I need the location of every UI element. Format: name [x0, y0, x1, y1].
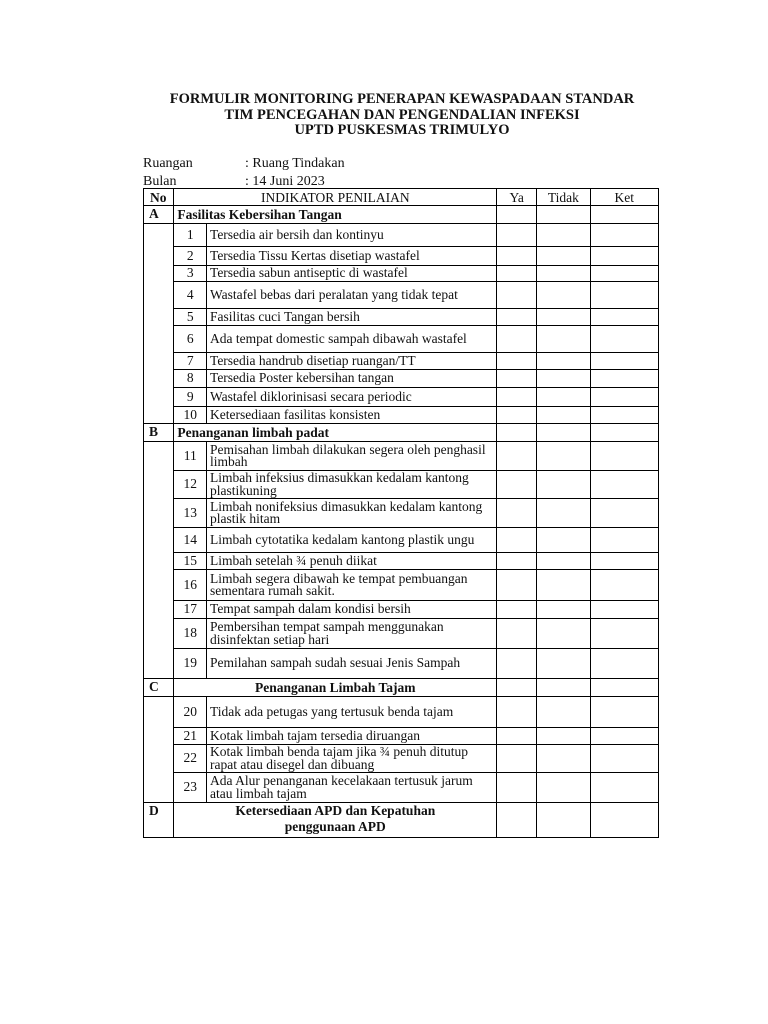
- title-line-1: FORMULIR MONITORING PENERAPAN KEWASPADAAN STANDAR: [169, 91, 635, 107]
- ya-cell[interactable]: [497, 370, 537, 388]
- item-number: 11: [174, 442, 207, 471]
- ket-cell[interactable]: [590, 570, 658, 601]
- table-row: [144, 697, 659, 728]
- tidak-cell[interactable]: [537, 224, 590, 247]
- ya-cell[interactable]: [497, 282, 537, 309]
- ket-cell[interactable]: [590, 471, 658, 499]
- section-letter: A: [144, 206, 174, 224]
- table-row: [144, 601, 659, 619]
- item-number: 4: [174, 282, 207, 309]
- ya-cell[interactable]: [497, 407, 537, 424]
- item-indicator: Pemilahan sampah sudah sesuai Jenis Sampah: [207, 649, 497, 679]
- item-number: 20: [174, 697, 207, 728]
- header-tidak: Tidak: [537, 189, 590, 206]
- ya-cell[interactable]: [497, 326, 537, 353]
- ket-cell[interactable]: [590, 728, 658, 745]
- item-number: 23: [174, 773, 207, 803]
- item-number: 6: [174, 326, 207, 353]
- table-row: [144, 745, 659, 773]
- item-indicator: Limbah nonifeksius dimasukkan kedalam kantong plastik hitam: [207, 499, 497, 528]
- table-row: [144, 471, 659, 499]
- ket-cell[interactable]: [590, 649, 658, 679]
- table-row: [144, 224, 659, 247]
- tidak-cell[interactable]: [537, 773, 590, 803]
- tidak-cell[interactable]: [537, 266, 590, 282]
- item-number: 2: [174, 247, 207, 266]
- item-number: 16: [174, 570, 207, 601]
- ya-cell[interactable]: [497, 388, 537, 407]
- item-number: 15: [174, 553, 207, 570]
- item-indicator: Ketersediaan fasilitas konsisten: [207, 407, 497, 424]
- table-row: [144, 442, 659, 471]
- ket-cell[interactable]: [590, 697, 658, 728]
- item-number: 7: [174, 353, 207, 370]
- table-row: [144, 728, 659, 745]
- tidak-cell[interactable]: [537, 353, 590, 370]
- section-spacer-cell: [144, 697, 174, 803]
- ket-cell[interactable]: [590, 601, 658, 619]
- ya-cell[interactable]: [497, 206, 537, 224]
- section-row: [144, 424, 659, 442]
- ya-cell[interactable]: [497, 499, 537, 528]
- ket-cell[interactable]: [590, 247, 658, 266]
- item-indicator: Tersedia Tissu Kertas disetiap wastafel: [207, 247, 497, 266]
- item-number: 22: [174, 745, 207, 773]
- item-number: 5: [174, 309, 207, 326]
- ket-cell[interactable]: [590, 553, 658, 570]
- ya-cell[interactable]: [497, 728, 537, 745]
- section-title: Penanganan Limbah Tajam: [174, 679, 497, 697]
- ya-cell[interactable]: [497, 266, 537, 282]
- ket-cell[interactable]: [590, 679, 658, 697]
- item-indicator: Limbah segera dibawah ke tempat pembuangan sementara rumah sakit.: [207, 570, 497, 601]
- item-number: 12: [174, 471, 207, 499]
- table-row: [144, 528, 659, 553]
- table-row: [144, 499, 659, 528]
- tidak-cell[interactable]: [537, 206, 590, 224]
- ya-cell[interactable]: [497, 424, 537, 442]
- table-row: [144, 619, 659, 649]
- item-indicator: Kotak limbah tajam tersedia diruangan: [207, 728, 497, 745]
- tidak-cell[interactable]: [537, 499, 590, 528]
- item-indicator: Limbah setelah ¾ penuh diikat: [207, 553, 497, 570]
- ruangan-label: Ruangan: [143, 156, 193, 171]
- tidak-cell[interactable]: [537, 370, 590, 388]
- item-number: 3: [174, 266, 207, 282]
- ket-cell[interactable]: [590, 773, 658, 803]
- section-spacer-cell: [144, 442, 174, 679]
- bulan-value: : 14 Juni 2023: [245, 174, 325, 189]
- item-number: 13: [174, 499, 207, 528]
- item-number: 17: [174, 601, 207, 619]
- table-row: [144, 388, 659, 407]
- ket-cell[interactable]: [590, 803, 658, 838]
- ket-cell[interactable]: [590, 282, 658, 309]
- item-indicator: Tidak ada petugas yang tertusuk benda tajam: [207, 697, 497, 728]
- section-spacer-cell: [144, 224, 174, 424]
- item-indicator: Tersedia sabun antiseptic di wastafel: [207, 266, 497, 282]
- table-row: [144, 326, 659, 353]
- ya-cell[interactable]: [497, 745, 537, 773]
- item-number: 1: [174, 224, 207, 247]
- ket-cell[interactable]: [590, 224, 658, 247]
- ya-cell[interactable]: [497, 224, 537, 247]
- item-indicator: Ada tempat domestic sampah dibawah wastafel: [207, 326, 497, 353]
- ya-cell[interactable]: [497, 553, 537, 570]
- ket-cell[interactable]: [590, 206, 658, 224]
- tidak-cell[interactable]: [537, 745, 590, 773]
- item-indicator: Tersedia handrub disetiap ruangan/TT: [207, 353, 497, 370]
- item-indicator: Tersedia Poster kebersihan tangan: [207, 370, 497, 388]
- tidak-cell[interactable]: [537, 407, 590, 424]
- table-row: [144, 370, 659, 388]
- tidak-cell[interactable]: [537, 570, 590, 601]
- title-line-2: TIM PENCEGAHAN DAN PENGENDALIAN INFEKSI: [224, 106, 580, 123]
- ket-cell[interactable]: [590, 424, 658, 442]
- table-row: [144, 773, 659, 803]
- item-indicator: Kotak limbah benda tajam jika ¾ penuh ditutup rapat atau disegel dan dibuang: [207, 745, 497, 773]
- ket-cell[interactable]: [590, 442, 658, 471]
- ruangan-row: [143, 156, 345, 172]
- ya-cell[interactable]: [497, 442, 537, 471]
- table-row: [144, 553, 659, 570]
- item-number: 9: [174, 388, 207, 407]
- item-indicator: Ada Alur penanganan kecelakaan tertusuk jarum atau limbah tajam: [207, 773, 497, 803]
- section-letter: D: [144, 803, 174, 838]
- tidak-cell[interactable]: [537, 649, 590, 679]
- table-row: [144, 649, 659, 679]
- table-row: [144, 570, 659, 601]
- ket-cell[interactable]: [590, 499, 658, 528]
- ya-cell[interactable]: [497, 353, 537, 370]
- header-indikator: INDIKATOR PENILAIAN: [174, 189, 497, 206]
- item-indicator: Limbah cytotatika kedalam kantong plastik ungu: [207, 528, 497, 553]
- ya-cell[interactable]: [497, 471, 537, 499]
- section-title-line-2: penggunaan APD: [284, 819, 386, 834]
- tidak-cell[interactable]: [537, 528, 590, 553]
- ket-cell[interactable]: [590, 528, 658, 553]
- ya-cell[interactable]: [497, 528, 537, 553]
- tidak-cell[interactable]: [537, 424, 590, 442]
- item-number: 14: [174, 528, 207, 553]
- item-indicator: Wastafel bebas dari peralatan yang tidak tepat: [207, 282, 497, 309]
- section-title: [174, 803, 497, 838]
- section-row: [144, 206, 659, 224]
- ruangan-value: : Ruang Tindakan: [245, 156, 345, 171]
- tidak-cell[interactable]: [537, 553, 590, 570]
- tidak-cell[interactable]: [537, 697, 590, 728]
- item-indicator: Pembersihan tempat sampah menggunakan disinfektan setiap hari: [207, 619, 497, 649]
- ket-cell[interactable]: [590, 309, 658, 326]
- item-indicator: Limbah infeksius dimasukkan kedalam kantong plastikuning: [207, 471, 497, 499]
- ya-cell[interactable]: [497, 773, 537, 803]
- item-number: 10: [174, 407, 207, 424]
- ket-cell[interactable]: [590, 619, 658, 649]
- item-indicator: Fasilitas cuci Tangan bersih: [207, 309, 497, 326]
- ket-cell[interactable]: [590, 326, 658, 353]
- table-row: [144, 353, 659, 370]
- ket-cell[interactable]: [590, 353, 658, 370]
- ya-cell[interactable]: [497, 679, 537, 697]
- section-title: Fasilitas Kebersihan Tangan: [174, 206, 497, 224]
- item-number: 18: [174, 619, 207, 649]
- ya-cell[interactable]: [497, 803, 537, 838]
- item-indicator: Wastafel diklorinisasi secara periodic: [207, 388, 497, 407]
- ket-cell[interactable]: [590, 388, 658, 407]
- bulan-label: Bulan: [143, 174, 177, 189]
- section-row: [144, 803, 659, 838]
- tidak-cell[interactable]: [537, 679, 590, 697]
- monitoring-table: [143, 188, 659, 838]
- table-row: [144, 309, 659, 326]
- ket-cell[interactable]: [590, 745, 658, 773]
- tidak-cell[interactable]: [537, 282, 590, 309]
- tidak-cell[interactable]: [537, 803, 590, 838]
- section-letter: B: [144, 424, 174, 442]
- table-row: [144, 407, 659, 424]
- ya-cell[interactable]: [497, 309, 537, 326]
- header-no: No: [144, 189, 174, 206]
- header-ket: Ket: [590, 189, 658, 206]
- ya-cell[interactable]: [497, 619, 537, 649]
- header-ya: Ya: [497, 189, 537, 206]
- tidak-cell[interactable]: [537, 471, 590, 499]
- item-indicator: Tersedia air bersih dan kontinyu: [207, 224, 497, 247]
- table-row: [144, 282, 659, 309]
- tidak-cell[interactable]: [537, 247, 590, 266]
- tidak-cell[interactable]: [537, 326, 590, 353]
- ket-cell[interactable]: [590, 266, 658, 282]
- ya-cell[interactable]: [497, 570, 537, 601]
- tidak-cell[interactable]: [537, 619, 590, 649]
- item-number: 21: [174, 728, 207, 745]
- table-row: [144, 247, 659, 266]
- item-number: 19: [174, 649, 207, 679]
- ya-cell[interactable]: [497, 247, 537, 266]
- ket-cell[interactable]: [590, 407, 658, 424]
- form-title: [0, 92, 768, 139]
- section-row: [144, 679, 659, 697]
- section-letter: C: [144, 679, 174, 697]
- item-indicator: Tempat sampah dalam kondisi bersih: [207, 601, 497, 619]
- table-row: [144, 266, 659, 282]
- tidak-cell[interactable]: [537, 728, 590, 745]
- ya-cell[interactable]: [497, 649, 537, 679]
- tidak-cell[interactable]: [537, 309, 590, 326]
- title-line-3: UPTD PUSKESMAS TRIMULYO: [294, 122, 510, 139]
- header-row: [144, 189, 659, 206]
- item-number: 8: [174, 370, 207, 388]
- ya-cell[interactable]: [497, 697, 537, 728]
- tidak-cell[interactable]: [537, 388, 590, 407]
- item-indicator: Pemisahan limbah dilakukan segera oleh penghasil limbah: [207, 442, 497, 471]
- ket-cell[interactable]: [590, 370, 658, 388]
- section-title-line-1: Ketersediaan APD dan Kepatuhan: [235, 803, 436, 818]
- tidak-cell[interactable]: [537, 601, 590, 619]
- tidak-cell[interactable]: [537, 442, 590, 471]
- ya-cell[interactable]: [497, 601, 537, 619]
- section-title: Penanganan limbah padat: [174, 424, 497, 442]
- table-body: [144, 206, 659, 838]
